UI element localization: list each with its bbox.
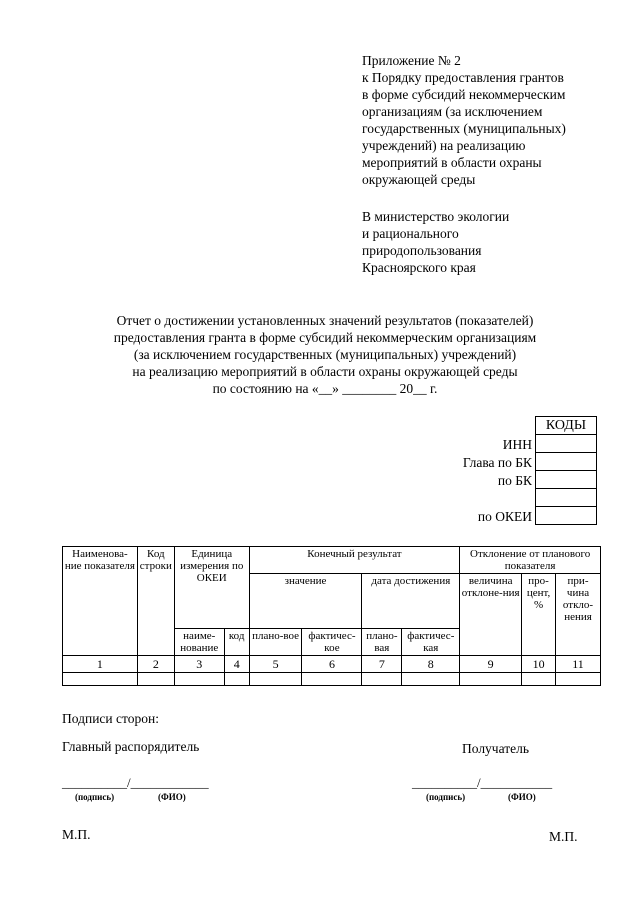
data-cell[interactable] (522, 673, 556, 686)
annex-line: мероприятий в области охраны (362, 155, 542, 170)
col-number: 10 (522, 656, 556, 673)
codes-label-inn: ИНН (502, 437, 532, 452)
left-caption-name: (ФИО) (158, 792, 186, 802)
title-line: по состоянию на «__» ________ 20__ г. (212, 381, 438, 396)
left-stamp-place: М.П. (62, 827, 91, 842)
left-caption-sign: (подпись) (75, 792, 115, 802)
addressee-line: и рационального (362, 226, 459, 241)
codes-label-glava-bk: Глава по БК (462, 455, 532, 470)
header-date-fact: фактичес-кая (402, 629, 460, 656)
left-signature-line[interactable]: __________/____________ (62, 775, 209, 790)
data-cell[interactable] (63, 673, 138, 686)
data-cell[interactable] (460, 673, 522, 686)
signatures-title: Подписи сторон: (62, 711, 159, 726)
col-number: 3 (174, 656, 224, 673)
right-party-role: Получатель (462, 741, 530, 756)
annex-line: организациям (за исключением (362, 104, 543, 119)
header-value: значение (249, 574, 362, 629)
addressee (362, 208, 509, 276)
header-final-result: Конечный результат (249, 547, 460, 574)
data-cell[interactable] (362, 673, 402, 686)
title-line: на реализацию мероприятий в области охраны окружающей среды (132, 364, 518, 379)
col-number: 4 (224, 656, 249, 673)
header-date: дата достижения (362, 574, 460, 629)
col-number: 2 (137, 656, 174, 673)
data-cell[interactable] (249, 673, 302, 686)
header-row-code: Код строки (137, 547, 174, 656)
data-cell[interactable] (174, 673, 224, 686)
code-cell-po-bk[interactable] (536, 471, 597, 489)
header-dev-size: величина отклоне-ния (460, 574, 522, 656)
column-numbers-row (63, 656, 601, 673)
header-unit-code: код (224, 629, 249, 656)
title-line: (за исключением государственных (муниципальных) учреждений) (133, 347, 517, 362)
data-cell[interactable] (137, 673, 174, 686)
codes-label-po-bk: по БК (497, 473, 532, 488)
data-cell[interactable] (224, 673, 249, 686)
annex-heading (362, 52, 566, 188)
col-number: 11 (556, 656, 601, 673)
col-number: 5 (249, 656, 302, 673)
table-row (63, 673, 601, 686)
annex-line: Приложение № 2 (362, 53, 461, 68)
addressee-line: Красноярского края (362, 260, 476, 275)
annex-line: государственных (муниципальных) (362, 121, 566, 136)
addressee-line: В министерство экологии (362, 209, 510, 224)
codes-table (535, 416, 597, 525)
codes-label-empty (463, 490, 532, 508)
title-line: предоставления гранта в форме субсидий некоммерческим организациям (113, 330, 537, 345)
header-date-plan: плано-вая (362, 629, 402, 656)
col-number: 1 (63, 656, 138, 673)
annex-line: окружающей среды (362, 172, 476, 187)
code-cell-inn[interactable] (536, 435, 597, 453)
annex-line: к Порядку предоставления грантов (362, 70, 564, 85)
title-line: Отчет о достижении установленных значений результатов (показателей) (116, 313, 534, 328)
right-caption-sign: (подпись) (426, 792, 466, 802)
right-signature-line[interactable]: __________/___________ (412, 775, 553, 790)
header-deviation: Отклонение от планового показателя (460, 547, 601, 574)
results-table (62, 546, 601, 686)
col-number: 6 (302, 656, 362, 673)
data-cell[interactable] (556, 673, 601, 686)
codes-header: КОДЫ (536, 417, 597, 435)
col-number: 9 (460, 656, 522, 673)
header-dev-reason: при-чина откло-нения (556, 574, 601, 656)
col-number: 8 (402, 656, 460, 673)
header-unit: Единица измерения по ОКЕИ (174, 547, 249, 629)
header-value-plan: плано-вое (249, 629, 302, 656)
header-indicator-name: Наименова-ние показателя (63, 547, 138, 656)
header-value-fact: фактичес-кое (302, 629, 362, 656)
addressee-line: природопользования (362, 243, 482, 258)
data-cell[interactable] (302, 673, 362, 686)
annex-line: учреждений) на реализацию (362, 138, 526, 153)
report-title (0, 312, 640, 397)
annex-line: в форме субсидий некоммерческим (362, 87, 566, 102)
header-unit-name: наиме-нование (174, 629, 224, 656)
right-stamp-place: М.П. (549, 829, 578, 844)
code-cell-blank[interactable] (536, 489, 597, 507)
data-cell[interactable] (402, 673, 460, 686)
col-number: 7 (362, 656, 402, 673)
codes-label-okei: по ОКЕИ (477, 509, 532, 524)
left-party-role: Главный распорядитель (62, 739, 200, 754)
right-caption-name: (ФИО) (508, 792, 536, 802)
code-cell-glava-bk[interactable] (536, 453, 597, 471)
header-dev-percent: про-цент, % (522, 574, 556, 656)
code-cell-okei[interactable] (536, 507, 597, 525)
codes-labels (463, 418, 532, 526)
